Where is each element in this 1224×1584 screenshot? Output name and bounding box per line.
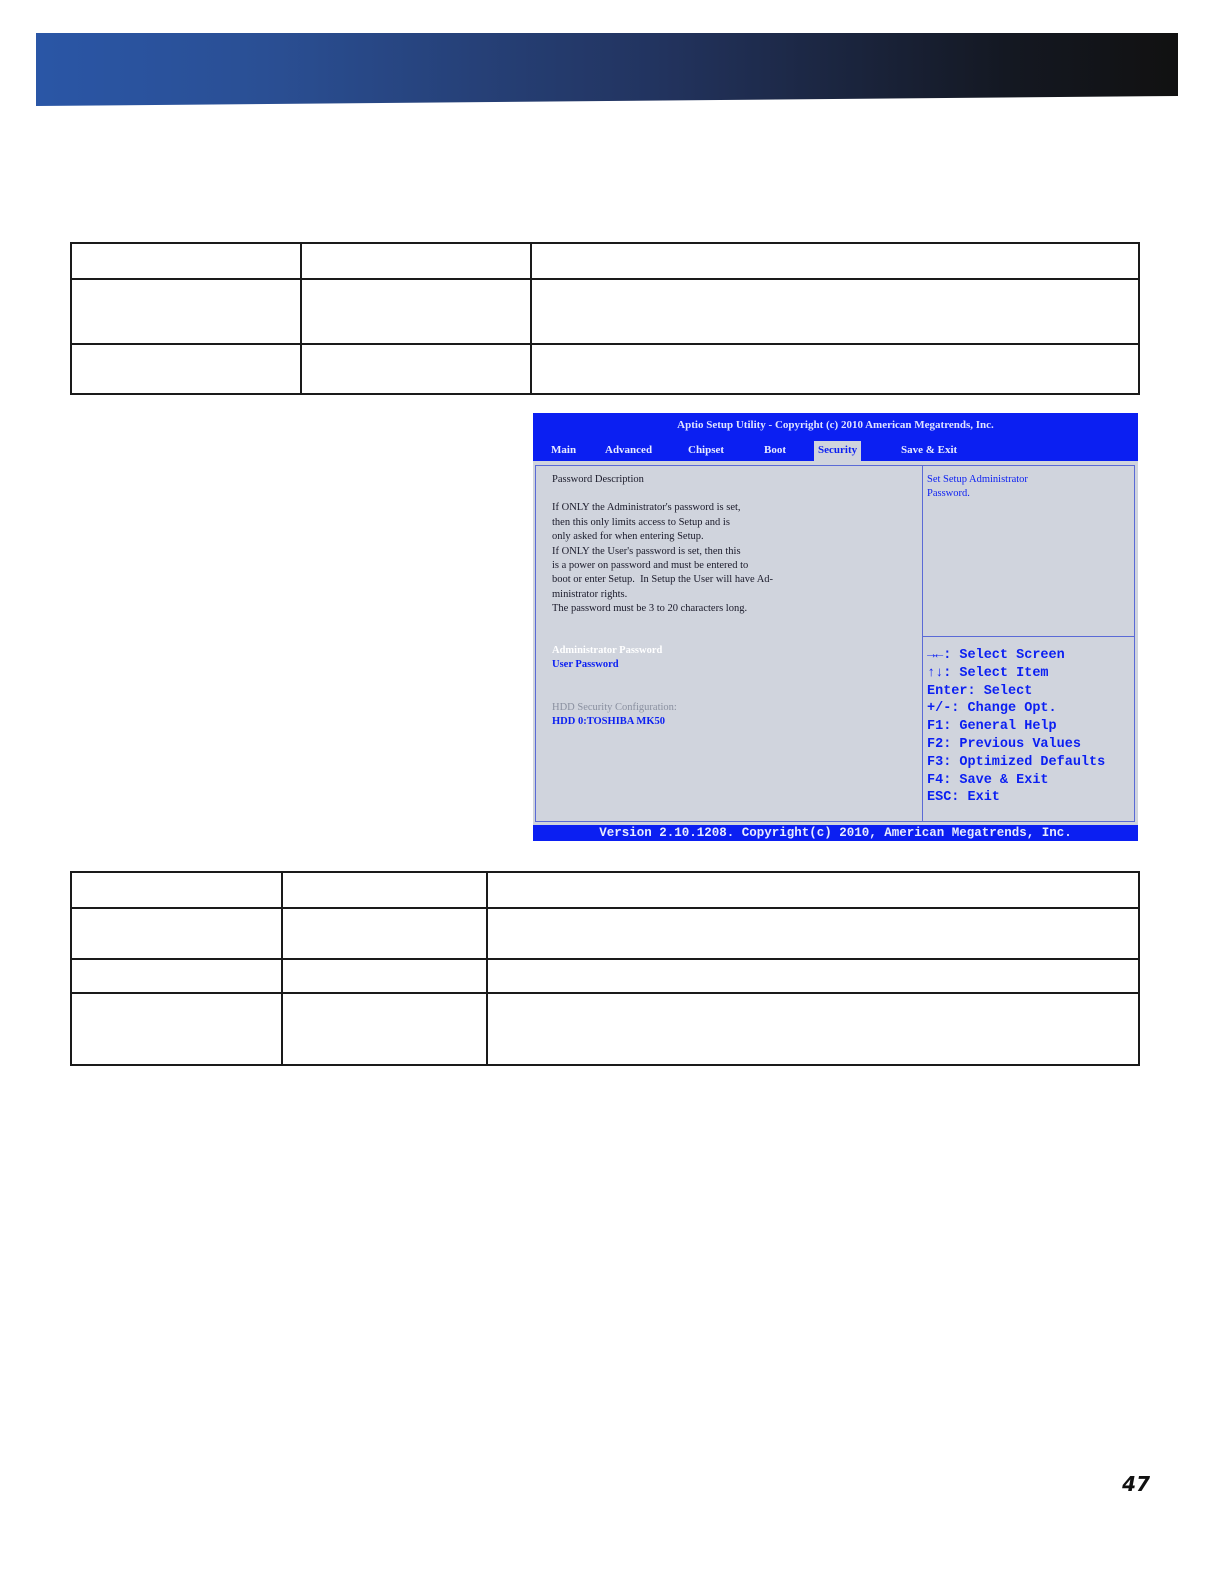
description-line: only asked for when entering Setup. [552,531,704,543]
bottom-table [70,871,1140,1066]
table-cell [71,908,282,959]
table-row [71,959,1139,993]
table-row [71,279,1139,344]
table-cell [531,243,1139,279]
table-cell [282,908,487,959]
table-cell [71,872,282,908]
password-description [552,473,917,617]
table-row [71,908,1139,959]
table-cell [487,908,1139,959]
help-line: Set Setup Administrator [927,474,1028,485]
key-legend-item: →←: Select Screen [927,648,1065,663]
description-line: boot or enter Setup. In Setup the User will have Ad- [552,574,774,586]
tab-save-exit[interactable]: Save & Exit [901,444,958,456]
tab-security[interactable]: Security [814,441,861,461]
table-row [71,344,1139,394]
description-line: is a power on password and must be entered to [552,560,749,572]
table-cell [487,993,1139,1065]
administrator-password-item[interactable]: Administrator Password [552,645,663,656]
tab-main[interactable]: Main [551,444,577,456]
description-line: The password must be 3 to 20 characters long. [552,603,748,615]
table-cell [71,344,301,394]
description-line: If ONLY the User's password is set, then this [552,545,741,557]
panel-divider [922,465,923,821]
tab-chipset[interactable]: Chipset [688,444,725,456]
hdd-item[interactable]: HDD 0:TOSHIBA MK50 [552,716,665,727]
key-legend-item: Enter: Select [927,683,1033,699]
help-line: Password. [927,488,970,500]
table-cell [301,243,531,279]
bios-screenshot [533,413,1138,841]
table-cell [301,344,531,394]
key-legend-item: F3: Optimized Defaults [927,754,1106,770]
description-line: then this only limits access to Setup and is [552,516,730,528]
bios-tab-bar [533,437,1138,461]
key-legend-item: F1: General Help [927,719,1057,735]
bios-footer: Version 2.10.1208. Copyright(c) 2010, American Megatrends, Inc. [533,825,1138,841]
table-cell [487,872,1139,908]
help-divider [923,636,1134,637]
key-legend-item: F4: Save & Exit [927,772,1049,788]
description-line: ministrator rights. [552,588,628,600]
table-cell [71,959,282,993]
blank-line [552,487,917,501]
key-legend-item: ↑↓: Select Item [927,665,1049,681]
description-line: If ONLY the Administrator's password is set, [552,502,741,514]
table-cell [71,279,301,344]
table-cell [282,993,487,1065]
help-text [927,473,1028,502]
description-title: Password Description [552,474,644,485]
table-cell [71,993,282,1065]
table-row [71,243,1139,279]
key-legend-item: +/-: Change Opt. [927,701,1057,717]
top-table [70,242,1140,395]
bios-title: Aptio Setup Utility - Copyright (c) 2010 American Megatrends, Inc. [533,413,1138,437]
key-legend-item: ESC: Exit [927,790,1000,806]
table-cell [282,959,487,993]
page-number: 47 [1122,1472,1150,1496]
table-cell [71,243,301,279]
hdd-security-label: HDD Security Configuration: [552,702,677,713]
table-row [71,993,1139,1065]
user-password-item[interactable]: User Password [552,659,619,670]
table-cell [531,344,1139,394]
table-cell [531,279,1139,344]
table-cell [282,872,487,908]
table-cell [301,279,531,344]
table-row [71,872,1139,908]
key-legend-item: F2: Previous Values [927,736,1081,752]
tab-boot[interactable]: Boot [764,444,786,456]
tab-advanced[interactable]: Advanced [605,444,653,456]
table-cell [487,959,1139,993]
key-legend [927,647,1105,807]
header-banner [36,33,1178,106]
